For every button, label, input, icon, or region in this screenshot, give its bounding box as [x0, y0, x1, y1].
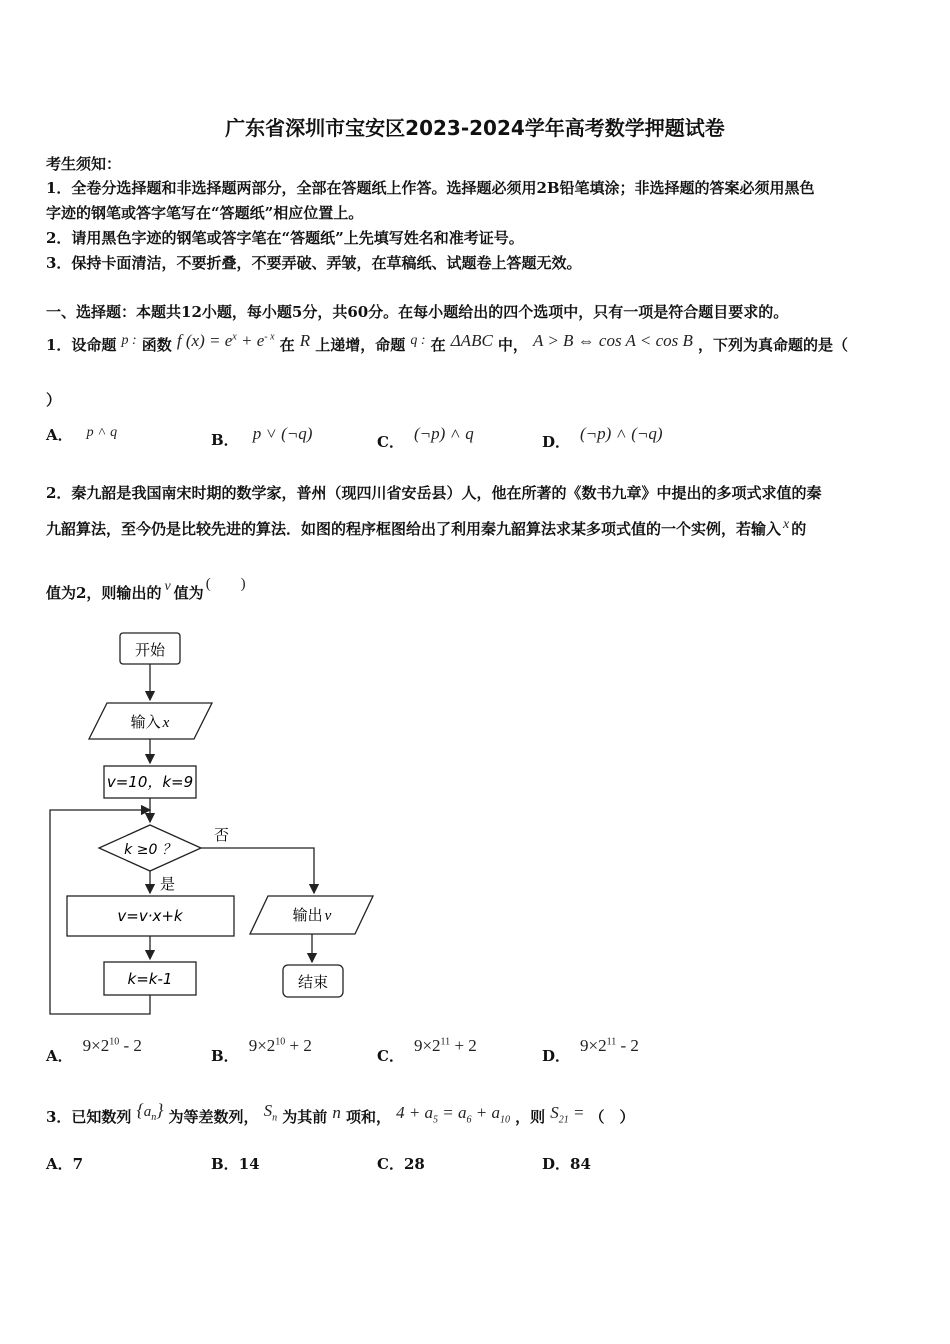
q3-eq-sub3: 10: [500, 1114, 511, 1126]
flow-update-label: v=v·x+k: [117, 907, 183, 925]
q2-option-a-expr: [83, 1036, 142, 1055]
q1-math-triangle: ΔABC: [450, 331, 493, 350]
flow-init-label: v=10，k=9: [106, 773, 194, 791]
q3-math-n: n: [332, 1103, 341, 1122]
q3-S21-base: S: [550, 1103, 559, 1122]
q1-option-d-label: D．: [542, 433, 571, 451]
q2-option-d-exp: 11: [606, 1036, 617, 1048]
q2-option-b-exp: 10: [275, 1036, 286, 1048]
q3-math-equation: [396, 1103, 511, 1126]
q3-option-a-label: A．: [46, 1155, 73, 1173]
q1-close-paren: ）: [46, 391, 62, 409]
q3-math-seq: [136, 1100, 164, 1123]
notice-line-3: 3．保持卡面清洁，不要折叠，不要弄破、弄皱，在草稿纸、试题卷上答题无效。: [46, 254, 582, 272]
q3-Sn-base: S: [263, 1101, 273, 1120]
q2-option-c-base: 9×2: [413, 1036, 441, 1055]
q3-math-Sn: [263, 1101, 278, 1124]
q2-math-x: x: [783, 517, 790, 532]
q1-text-3: 在: [279, 336, 295, 354]
section-heading: 一、选择题：本题共12小题，每小题5分，共60分。在每小题给出的四个选项中，只有一项是符合题目要求的。: [46, 303, 789, 321]
q2-option-b-label: B．: [211, 1047, 239, 1065]
q2-option-b[interactable]: [211, 1036, 312, 1066]
q1-option-a-label: A．: [46, 426, 73, 444]
q1-option-b-label: B．: [211, 431, 239, 449]
q3-Sn-sub: n: [272, 1112, 278, 1124]
q2-line-2b: 的: [791, 520, 807, 538]
flow-end-label: 结束: [297, 973, 329, 991]
q3-option-a[interactable]: [46, 1153, 83, 1174]
q2-option-d-base: 9×2: [580, 1036, 607, 1055]
q3-eq-part3: + a: [471, 1103, 501, 1122]
flow-output-text: 输出: [292, 906, 323, 924]
flow-output-var: v: [324, 908, 332, 924]
q1-math-condition: A > B ⇔ cos A < cos B: [533, 331, 693, 350]
q2-option-c-exp: 11: [440, 1036, 451, 1048]
q3-seq-base: a: [143, 1104, 152, 1120]
q1-text-4: 上递增，命题: [315, 336, 406, 354]
q3-eq-part2: = a: [438, 1103, 467, 1122]
page-title: 广东省深圳市宝安区2023-2024学年高考数学押题试卷: [225, 116, 725, 140]
flow-input-text: 输入: [130, 713, 161, 731]
q3-options: [46, 1153, 666, 1179]
q3-eq-sub2: 6: [466, 1114, 472, 1126]
notice-heading: 考生须知：: [46, 155, 122, 173]
q3-text-4: 项和，: [345, 1108, 391, 1126]
q1-math-q: q :: [410, 333, 426, 348]
flow-no-label: 否: [214, 826, 230, 844]
q1-option-c-expr: (¬p) ˄ q: [413, 424, 474, 443]
q1-math-f-plus: + e: [236, 331, 265, 350]
flow-decrement-label: k=k-1: [127, 970, 173, 988]
q2-option-a[interactable]: [46, 1036, 142, 1066]
q3-option-c-label: C．: [377, 1155, 404, 1173]
flow-arrow-no: [201, 848, 314, 893]
q3-eq-part1: 4 + a: [396, 1103, 434, 1122]
q3-option-d-value: 84: [570, 1155, 591, 1173]
q3-option-c[interactable]: [377, 1153, 425, 1174]
q2-option-d-label: D．: [542, 1047, 571, 1065]
q3-text-6: （ ）: [589, 1108, 635, 1126]
q3-option-d-label: D．: [542, 1155, 571, 1173]
q3-option-b[interactable]: [211, 1153, 260, 1174]
q1-math-f-exp1: x: [232, 331, 237, 343]
q3-text-1: 3．已知数列: [46, 1108, 132, 1126]
q2-line-2a: 九韶算法，至今仍是比较先进的算法．如图的程序框图给出了利用秦九韶算法求某多项式值的一个实例，若输入: [46, 520, 782, 538]
q1-option-a-expr: p ˄ q: [86, 425, 118, 440]
q2-option-a-label: A．: [46, 1047, 73, 1065]
notice-line-2: 2．请用黑色字迹的钢笔或答字笔在“答题纸”上先填写姓名和准考证号。: [46, 229, 524, 247]
q3-text-2: 为等差数列，: [168, 1108, 259, 1126]
q3-option-d[interactable]: [542, 1153, 591, 1174]
q1-text-5: 在: [430, 336, 446, 354]
flow-input-label: [131, 713, 170, 731]
q1-math-p: p :: [121, 333, 137, 348]
q3-option-c-value: 28: [403, 1155, 425, 1173]
q3-option-b-value: 14: [238, 1155, 260, 1173]
q3-S21-sub: 21: [558, 1114, 569, 1126]
question-3: [46, 1100, 635, 1127]
flow-start-label: 开始: [134, 641, 166, 659]
q2-option-a-tail: - 2: [119, 1036, 142, 1055]
q3-seq-sub: n: [151, 1112, 157, 1123]
q2-option-d-expr: [580, 1036, 639, 1055]
q2-option-b-expr: [249, 1036, 312, 1055]
q1-text-2: 函数: [141, 336, 172, 354]
flow-decision-label: k ≥0 ？: [124, 842, 176, 858]
notice-line-1a: 1．全卷分选择题和非选择题两部分，全部在答题纸上作答。选择题必须用2B铅笔填涂；非选择题的答案必须用黑色: [46, 179, 815, 197]
q1-text-1: 1．设命题: [46, 336, 117, 354]
q1-option-c-label: C．: [377, 433, 404, 451]
q2-option-c[interactable]: [377, 1036, 477, 1066]
q1-math-f-base: f (x) = e: [176, 331, 233, 350]
flow-input-var: x: [162, 715, 170, 731]
q3-text-5: ，则: [515, 1108, 546, 1126]
q2-line-3a: 值为2，则输出的: [46, 584, 162, 602]
q2-option-c-label: C．: [377, 1047, 404, 1065]
flow-output-label: [293, 906, 332, 924]
q2-option-a-base: 9×2: [82, 1036, 110, 1055]
q2-option-a-exp: 10: [109, 1036, 120, 1048]
q3-seq-brace-left: {: [136, 1100, 144, 1120]
q3-text-3: 为其前: [282, 1108, 328, 1126]
q2-answer-paren: ( ): [205, 576, 246, 592]
q3-seq-brace-right: }: [156, 1100, 164, 1120]
q2-math-v: v: [164, 579, 171, 594]
q2-line-3b: 值为: [173, 584, 204, 602]
q2-option-b-base: 9×2: [248, 1036, 276, 1055]
q3-math-S21: [550, 1103, 585, 1126]
q1-text-6: 中，: [497, 336, 528, 354]
q1-option-d-expr: (¬p) ˄ (¬q): [580, 424, 663, 443]
q3-option-b-label: B．: [211, 1155, 239, 1173]
q2-option-d[interactable]: [542, 1036, 639, 1066]
q2-line-1: 2．秦九韶是我国南宋时期的数学家，普州（现四川省安岳县）人，他在所著的《数书九章》中提出的多项式求值的秦: [46, 484, 822, 502]
q1-math-R: R: [299, 331, 311, 350]
q3-option-a-value: 7: [72, 1155, 84, 1173]
q2-option-c-expr: [414, 1036, 477, 1055]
q2-option-c-tail: + 2: [450, 1036, 477, 1055]
q2-option-d-tail: - 2: [616, 1036, 639, 1055]
q2-options: [46, 1036, 666, 1070]
q3-S21-eq: =: [568, 1103, 585, 1122]
notice-line-1b: 字迹的钢笔或答字笔写在“答题纸”相应位置上。: [46, 204, 364, 222]
q3-eq-sub1: 5: [433, 1114, 439, 1126]
flow-yes-label: 是: [160, 875, 176, 893]
q1-option-b-expr: p ˅ (¬q): [252, 424, 313, 443]
q1-text-7: ，下列为真命题的是（: [697, 336, 848, 354]
q1-math-f-exp2: - x: [264, 331, 275, 343]
q2-option-b-tail: + 2: [285, 1036, 312, 1055]
